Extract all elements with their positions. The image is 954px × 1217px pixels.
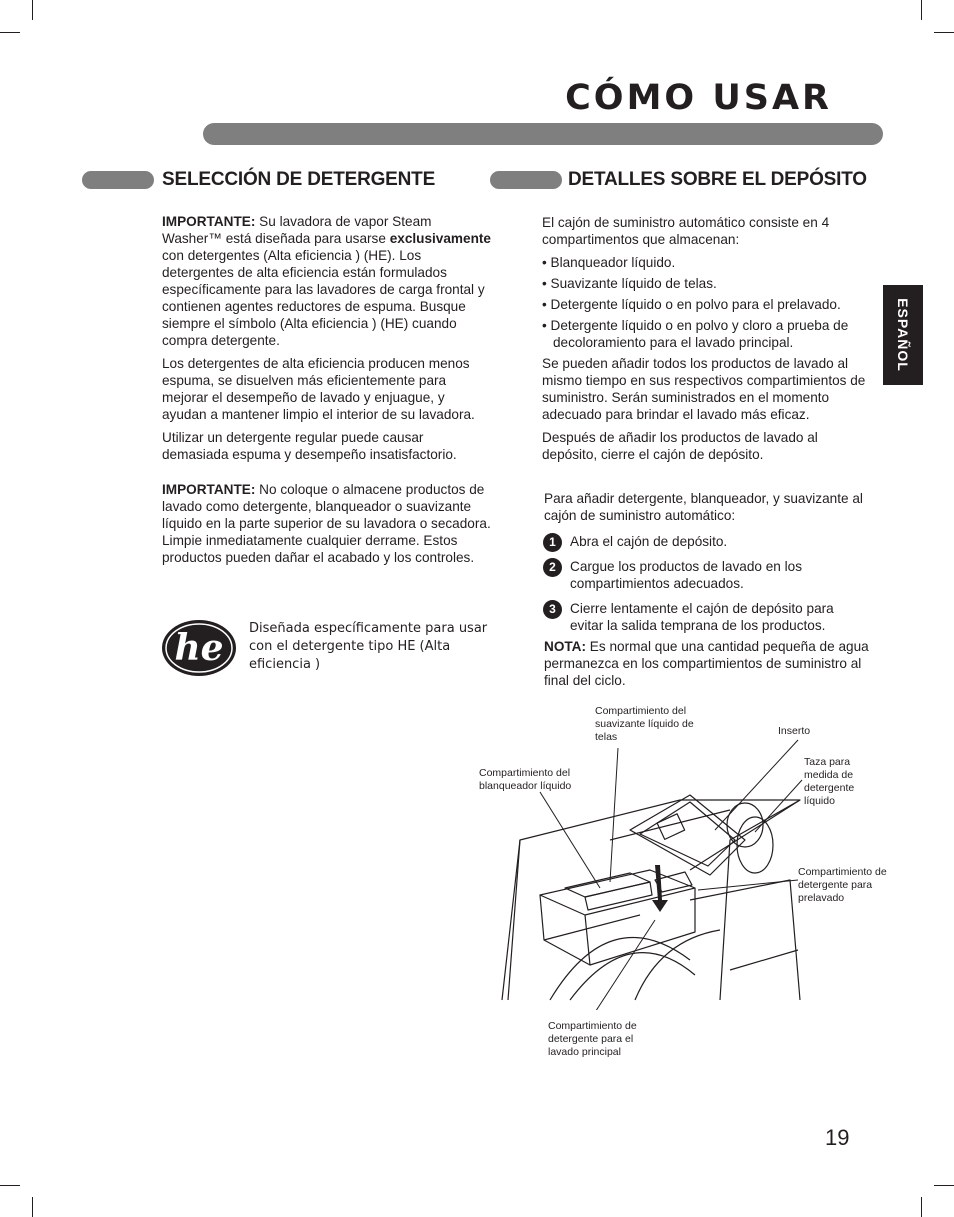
crop-mark bbox=[32, 1197, 33, 1217]
step-number: 2 bbox=[543, 558, 562, 577]
step-1 bbox=[543, 533, 863, 550]
step-number: 3 bbox=[543, 600, 562, 619]
text: con detergentes (Alta eficiencia ) (HE). Los detergentes de alta eficiencia están formulados específicamente para las lavadores de carga frontal y contienen agentes reductores de espuma. Busque siempre el símbolo (Alta eficiencia ) (HE) cuando compra detergente. bbox=[162, 248, 485, 348]
instructions-intro: Para añadir detergente, blanqueador, y suavizante al cajón de suministro automático: bbox=[544, 491, 863, 523]
importante-label: IMPORTANTE: bbox=[162, 482, 256, 497]
step-text: Cargue los productos de lavado en los compartimientos adecuados. bbox=[570, 559, 802, 591]
crop-mark bbox=[934, 1185, 954, 1186]
note-label: NOTA: bbox=[544, 639, 587, 654]
crop-mark bbox=[0, 1185, 20, 1186]
language-tab-label: ESPAÑOL bbox=[895, 298, 911, 372]
importante-paragraph bbox=[162, 213, 492, 349]
right-body bbox=[542, 214, 872, 469]
compartment-list bbox=[542, 254, 872, 351]
paragraph: Los detergentes de alta eficiencia producen menos espuma, se disuelven más eficientemente para mejorar el desempeño de lavado y enjuague, y ayudan a mantener limpio el interior de su lavadora. bbox=[162, 356, 475, 422]
text: No coloque o almacene productos de lavado como detergente, blanqueador o suavizante líquido en la parte superior de su lavadora o secadora. Limpie inmediatamente cualquier derrame. Estos productos pueden dañar el acabado y los controles. bbox=[162, 482, 491, 565]
label-suavizante: Compartimiento del suavizante líquido de telas bbox=[595, 705, 694, 743]
paragraph: Se pueden añadir todos los productos de lavado al mismo tiempo en sus respectivos compartimientos de suministro. Serán suministrados en el momento adecuado para brindar el lavado más eficaz. bbox=[542, 356, 866, 422]
note bbox=[544, 638, 874, 689]
section-pill bbox=[490, 171, 562, 189]
label-taza: Taza para medida de detergente líquido bbox=[804, 756, 855, 807]
page-number: 19 bbox=[825, 1125, 850, 1150]
exclusivamente-label: exclusivamente bbox=[389, 231, 491, 246]
importante-label: IMPORTANTE: bbox=[162, 214, 256, 229]
crop-mark bbox=[921, 0, 922, 20]
importante-paragraph-2 bbox=[162, 481, 492, 566]
left-heading: SELECCIÓN DE DETERGENTE bbox=[162, 169, 436, 190]
he-logo-text: he bbox=[174, 627, 224, 669]
crop-mark bbox=[32, 0, 33, 20]
label-principal: Compartimiento de detergente para el lavado principal bbox=[548, 1020, 637, 1058]
section-pill bbox=[82, 171, 154, 189]
he-caption: Diseñada específicamente para usar con el detergente tipo HE (Alta eficiencia ) bbox=[249, 621, 488, 672]
crop-mark bbox=[921, 1197, 922, 1217]
note-text: Es normal que una cantidad pequeña de agua permanezca en los compartimientos de suministro al final del ciclo. bbox=[544, 639, 869, 688]
right-heading: DETALLES SOBRE EL DEPÓSITO bbox=[568, 169, 867, 190]
language-tab bbox=[883, 285, 923, 385]
list-item: • Blanqueador líquido. bbox=[542, 255, 676, 270]
paragraph: Utilizar un detergente regular puede causar demasiada espuma y desempeño insatisfactorio. bbox=[162, 430, 457, 462]
dispenser-diagram bbox=[480, 700, 900, 1010]
label-prelavado: Compartimiento de detergente para prelavado bbox=[798, 866, 887, 904]
paragraph: Después de añadir los productos de lavado al depósito, cierre el cajón de depósito. bbox=[542, 430, 818, 462]
crop-mark bbox=[0, 32, 20, 33]
step-text: Cierre lentamente el cajón de depósito para evitar la salida temprana de los productos. bbox=[570, 601, 834, 633]
he-logo-icon bbox=[161, 618, 239, 678]
list-item: • Suavizante líquido de telas. bbox=[542, 276, 717, 291]
step-number: 1 bbox=[543, 533, 562, 552]
label-blanqueador: Compartimiento del blanqueador líquido bbox=[479, 767, 572, 792]
text: Su lavadora de vapor Steam Washer™ está diseñada para usarse bbox=[162, 214, 432, 246]
step-2 bbox=[543, 558, 863, 592]
label-inserto: Inserto bbox=[778, 725, 811, 737]
left-body bbox=[162, 213, 492, 572]
step-3 bbox=[543, 600, 863, 634]
step-text: Abra el cajón de depósito. bbox=[570, 534, 728, 549]
list-item: • Detergente líquido o en polvo para el prelavado. bbox=[542, 297, 841, 312]
list-item: • Detergente líquido o en polvo y cloro a prueba de decoloramiento para el lavado principal. bbox=[542, 318, 849, 350]
title-bar bbox=[203, 123, 883, 145]
page-title: CÓMO USAR bbox=[565, 78, 832, 118]
crop-mark bbox=[934, 32, 954, 33]
paragraph: El cajón de suministro automático consiste en 4 compartimentos que almacenan: bbox=[542, 215, 830, 247]
